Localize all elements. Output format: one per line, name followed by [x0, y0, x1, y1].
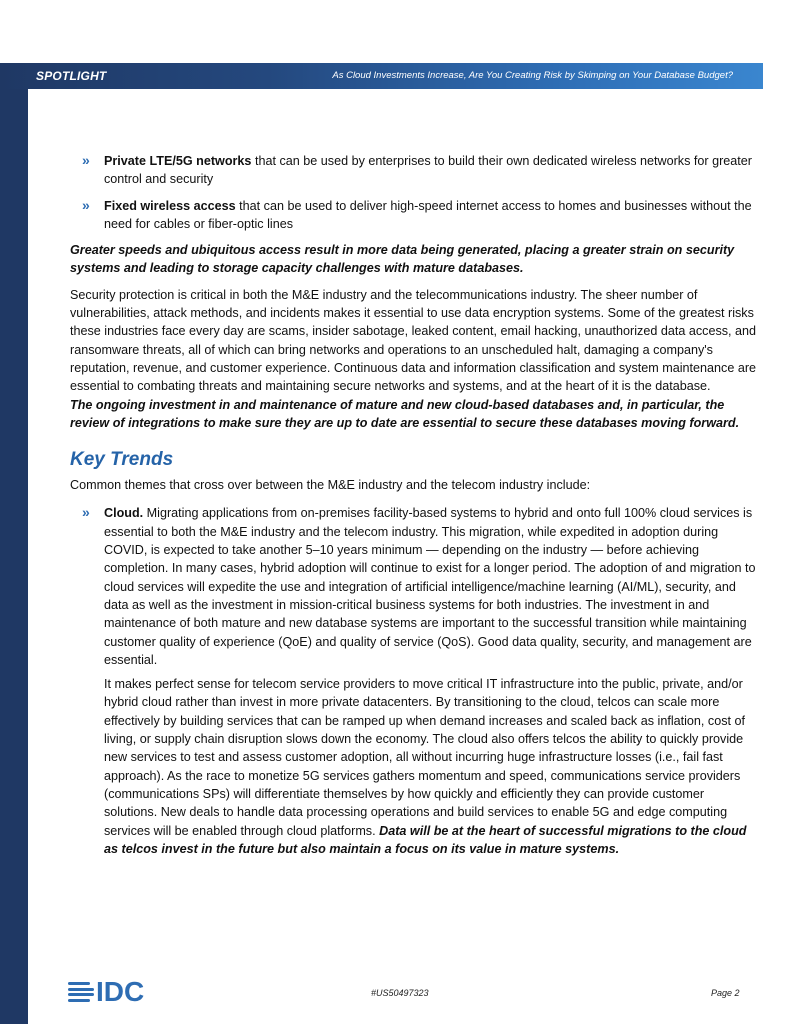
bullet-text: that can be used to deliver high-speed internet access to homes and businesses without the need for cables or fiber-optic lines: [104, 198, 752, 231]
main-content: [70, 152, 760, 858]
cloud-paragraph-text: It makes perfect sense for telecom service providers to move critical IT infrastructure into the public, private, and/or hybrid cloud rather than invest in more private datacenters. By transitioning to the cloud, telcos can scale more effectively by building services that can be ramped up when demand increases and scaled back as inflation, cost of living, or supply chain disruption slows down the economy. The cloud also offers telcos the ability to quickly provide new services to test and assess customer adoption, all without incurring huge infrastructure losses (i.e., fail fast approach). As the race to monetize 5G services gathers momentum and speed, communications service providers (communications SPs) will differentiate themselves by how quickly and efficiently they can provide customer solutions. New deals to handle data processing operations and build services to enable 5G and edge computing services will be enabled through cloud platforms.: [104, 677, 746, 838]
left-sidebar-bar: [0, 63, 28, 1024]
cloud-paragraph: [70, 675, 760, 858]
idc-logo: [68, 978, 144, 1006]
bullet-text: that can be used by enterprises to build their own dedicated wireless networks for greater control and security: [104, 154, 752, 187]
page-number: Page 2: [711, 988, 740, 998]
security-paragraph: Security protection is critical in both the M&E industry and the telecommunications industry. The sheer number of vulnerabilities, attack methods, and incidents makes it essential to use data encryption systems. Some of the greatest risks these industries face every day are scams, insider sabotage, leaked content, email hacking, unauthorized data access, and ransomware threats, all of which can bring networks and operations to an unscheduled halt, damaging a company's reputation, revenue, and customer experience. Continuous data and information classification and system maintenance are essential to combating threats and maintaining secure networks and systems, and at the heart of it is the database.: [70, 287, 757, 394]
bullet-arrow-icon: »: [82, 152, 90, 168]
list-item: [70, 197, 760, 234]
document-title: As Cloud Investments Increase, Are You Creating Risk by Skimping on Your Database Budget?: [332, 70, 733, 81]
list-item: [70, 152, 760, 189]
page-header: [0, 63, 763, 89]
section-label: SPOTLIGHT: [36, 69, 107, 83]
bullet-arrow-icon: »: [82, 196, 90, 213]
logo-lines-icon: [68, 982, 94, 1002]
section-heading: Key Trends: [70, 449, 174, 471]
logo-text: IDC: [96, 976, 145, 1007]
emphasis-statement: Data will be at the heart of successful migrations to the cloud as telcos invest in the future but also maintain a focus on its value in mature systems.: [104, 823, 747, 856]
emphasis-statement: The ongoing investment in and maintenance of mature and new cloud-based databases and, in particular, the review of integrations to make sure they are up to date are essential to secure these databases moving forward.: [70, 397, 740, 430]
bullet-term: Fixed wireless access: [104, 198, 236, 213]
emphasis-statement: Greater speeds and ubiquitous access result in more data being generated, placing a greater strain on security systems and leading to storage capacity challenges with mature databases.: [70, 243, 735, 276]
bullet-term: Cloud.: [104, 506, 144, 521]
bullet-arrow-icon: »: [82, 504, 90, 521]
document-id: #US50497323: [371, 988, 429, 998]
list-item: [70, 504, 760, 669]
bullet-term: Private LTE/5G networks: [104, 154, 252, 168]
section-intro: Common themes that cross over between the M&E industry and the telecom industry include:: [70, 478, 591, 493]
bullet-text: Migrating applications from on-premises facility-based systems to hybrid and onto full 100% cloud services is essential to both the M&E industry and the telecom industry. This migration, while expedited in adoption during COVID, is expected to take another 5–10 years minimum — depending on the industry — before achieving completion. In many cases, hybrid adoption will continue to exist for a longer period. The adoption of and migration to cloud services will expedite the use and integration of artificial intelligence/machine learning (AI/ML), security, and data as well as the investment in mission-critical business systems for both industries. The investment in and maintenance of both mature and new database systems are important to the successful transition while maintaining customer quality of experience (QoE) and quality of service (QoS). Good data quality, security, and management are essential.: [104, 506, 756, 667]
